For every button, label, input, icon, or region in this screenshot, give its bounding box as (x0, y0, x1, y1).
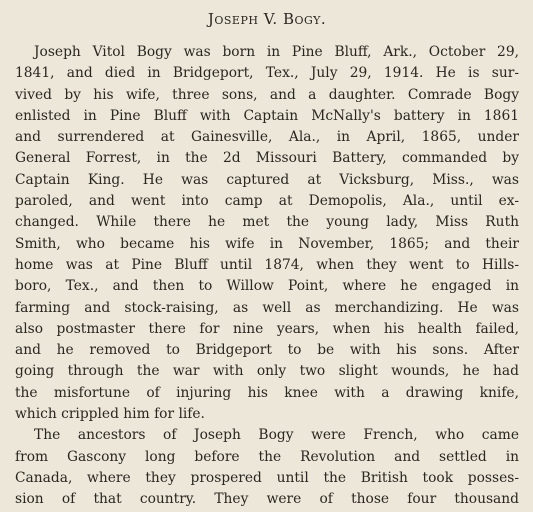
text-line: Smith, who became his wife in November, 1865; and their (15, 235, 519, 252)
text-line: home was at Pine Bluff until 1874, when they went to Hills- (15, 256, 519, 273)
text-line: farming and stock-raising, as well as merchandizing. He was (15, 299, 519, 316)
text-line: vived by his wife, three sons, and a daughter. Comrade Bogy (15, 86, 519, 103)
text-line: boro, Tex., and then to Willow Point, where he engaged in (15, 278, 519, 295)
text-line: going through the war with only two slight wounds, he had (15, 363, 519, 380)
text-line: from Gascony long before the Revolution and settled in (15, 448, 519, 465)
text-line: 1841, and died in Bridgeport, Tex., July 29, 1914. He is sur- (15, 65, 519, 82)
text-line: the misfortune of injuring his knee with a drawing knife, (15, 384, 519, 401)
text-line: which crippled him for life. (15, 406, 205, 423)
text-line: Captain King. He was captured at Vicksburg, Miss., was (15, 171, 519, 188)
text-line: and he removed to Bridgeport to be with his sons. After (15, 342, 519, 359)
paragraph-1 (15, 42, 519, 425)
text-line: Canada, where they prospered until the British took posses- (15, 469, 519, 486)
text-line: paroled, and went into camp at Demopolis, Ala., until ex- (15, 193, 519, 210)
text-line: changed. While there he met the young lady, Miss Ruth (15, 214, 519, 231)
text-line: The ancestors of Joseph Bogy were French, who came (34, 427, 519, 444)
text-line: also postmaster there for nine years, when his health failed, (15, 320, 519, 337)
text-line: General Forrest, in the 2d Missouri Battery, commanded by (15, 150, 519, 167)
paragraph-2 (15, 425, 519, 510)
text-line: and surrendered at Gainesville, Ala., in April, 1865, under (15, 129, 519, 146)
text-line: enlisted in Pine Bluff with Captain McNally's battery in 1861 (15, 107, 519, 124)
article-title: Joseph V. Bogy. (207, 10, 327, 28)
text-line: sion of that country. They were of those four thousand (15, 491, 519, 508)
text-line: Joseph Vitol Bogy was born in Pine Bluff, Ark., October 29, (34, 44, 519, 60)
